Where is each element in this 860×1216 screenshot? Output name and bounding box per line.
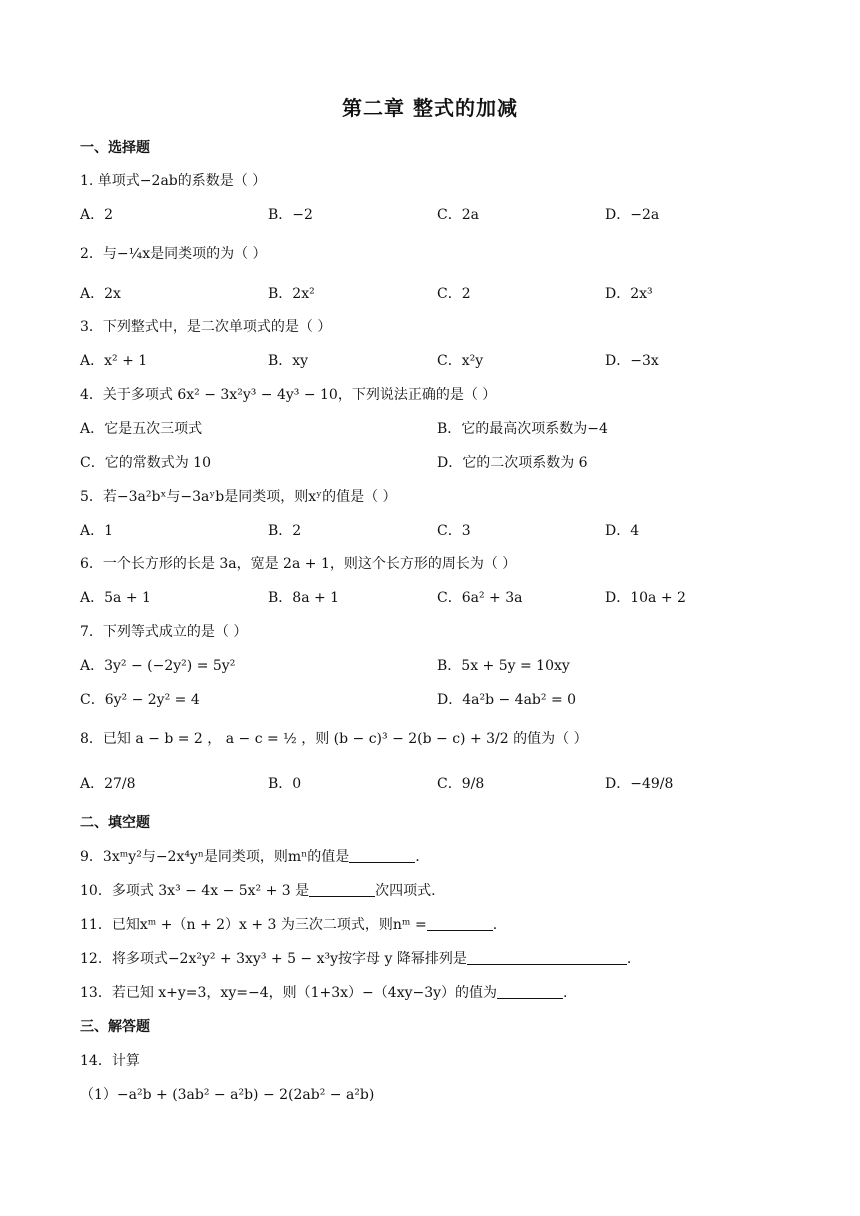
q4-option-a: A．它是五次三项式 [80,421,203,437]
question-14-part-1: （1）−a²b + (3ab² − a²b) − 2(2ab² − a²b) [80,1087,375,1103]
q8-option-d: D．−49/8 [605,776,674,792]
question-10-end: 次四项式. [375,883,436,899]
page-title: 第二章 整式的加减 [342,96,518,120]
question-2: 2．与−¼x是同类项的为（ ） [80,246,267,262]
answer-blank [309,882,375,897]
q8-option-a: A．27/8 [80,776,136,792]
question-10 [80,880,436,900]
q1-option-c: C．2a [437,207,479,223]
question-11-end: . [492,917,498,933]
question-13-text: 13．若已知 x+y=3，xy=−4，则（1+3x）−（4xy−3y）的值为 [80,985,498,1001]
question-10-text: 10．多项式 3x³ − 4x − 5x² + 3 是 [80,883,310,899]
question-11-text: 11．已知xᵐ +（n + 2）x + 3 为三次二项式，则nᵐ = [80,917,427,933]
answer-blank [497,984,563,999]
q1-option-a: A．2 [80,207,114,223]
question-3: 3．下列整式中，是二次单项式的是（ ） [80,319,332,335]
question-1: 1. 单项式−2ab的系数是（ ） [80,173,267,189]
q3-option-c: C．x²y [437,353,484,369]
section-heading-fill: 二、填空题 [80,815,150,831]
question-5: 5．若−3a²bˣ与−3aʸb是同类项，则xʸ的值是（ ） [80,489,397,505]
question-13 [80,982,568,1002]
q7-option-b: B．5x + 5y = 10xy [437,658,570,674]
q6-option-a: A．5a + 1 [80,590,151,606]
question-11 [80,914,497,934]
question-12 [80,948,631,968]
question-12-end: . [626,951,632,967]
q1-option-b: B．−2 [268,207,313,223]
question-4: 4．关于多项式 6x² − 3x²y³ − 4y³ − 10，下列说法正确的是（ ） [80,387,497,403]
q5-option-c: C．3 [437,523,471,539]
section-heading-choice: 一、选择题 [80,140,150,156]
q2-option-d: D．2x³ [605,286,653,302]
question-12-text: 12．将多项式−2x²y² + 3xy³ + 5 − x³y按字母 y 降幂排列是 [80,951,467,967]
question-14: 14．计算 [80,1053,140,1069]
question-13-end: . [563,985,568,1001]
question-7: 7．下列等式成立的是（ ） [80,624,248,640]
q2-option-a: A．2x [80,286,121,302]
section-heading-solve: 三、解答题 [80,1019,150,1035]
question-8: 8．已知 a − b = 2 ， a − c = ½ ，则 (b − c)³ − 2(b − c) + 3/2 的值为（ ） [80,731,588,747]
q6-option-d: D．10a + 2 [605,590,686,606]
q7-option-c: C．6y² − 2y² = 4 [80,692,200,708]
q7-option-d: D．4a²b − 4ab² = 0 [437,692,577,708]
q3-option-d: D．−3x [605,353,659,369]
q8-option-c: C．9/8 [437,776,485,792]
q7-option-a: A．3y² − (−2y²) = 5y² [80,658,236,674]
q4-option-c: C．它的常数式为 10 [80,455,211,471]
q6-option-b: B．8a + 1 [268,590,340,606]
q8-option-b: B．0 [268,776,302,792]
q4-option-b: B．它的最高次项系数为−4 [437,421,608,437]
q3-option-a: A．x² + 1 [80,353,148,369]
answer-blank [467,950,627,965]
q3-option-b: B．xy [268,353,309,369]
q5-option-a: A．1 [80,523,114,539]
question-6: 6．一个长方形的长是 3a，宽是 2a + 1，则这个长方形的周长为（ ） [80,556,517,572]
q6-option-c: C．6a² + 3a [437,590,523,606]
q5-option-b: B．2 [268,523,302,539]
q1-option-d: D．−2a [605,207,660,223]
answer-blank [349,848,415,863]
q5-option-d: D．4 [605,523,640,539]
question-9-end: . [415,849,420,865]
question-9-text: 9．3xᵐy²与−2x⁴yⁿ是同类项，则mⁿ的值是 [80,849,350,865]
answer-blank [427,916,493,931]
q2-option-c: C．2 [437,286,471,302]
q2-option-b: B．2x² [268,286,315,302]
question-9 [80,846,420,866]
q4-option-d: D．它的二次项系数为 6 [437,455,588,471]
